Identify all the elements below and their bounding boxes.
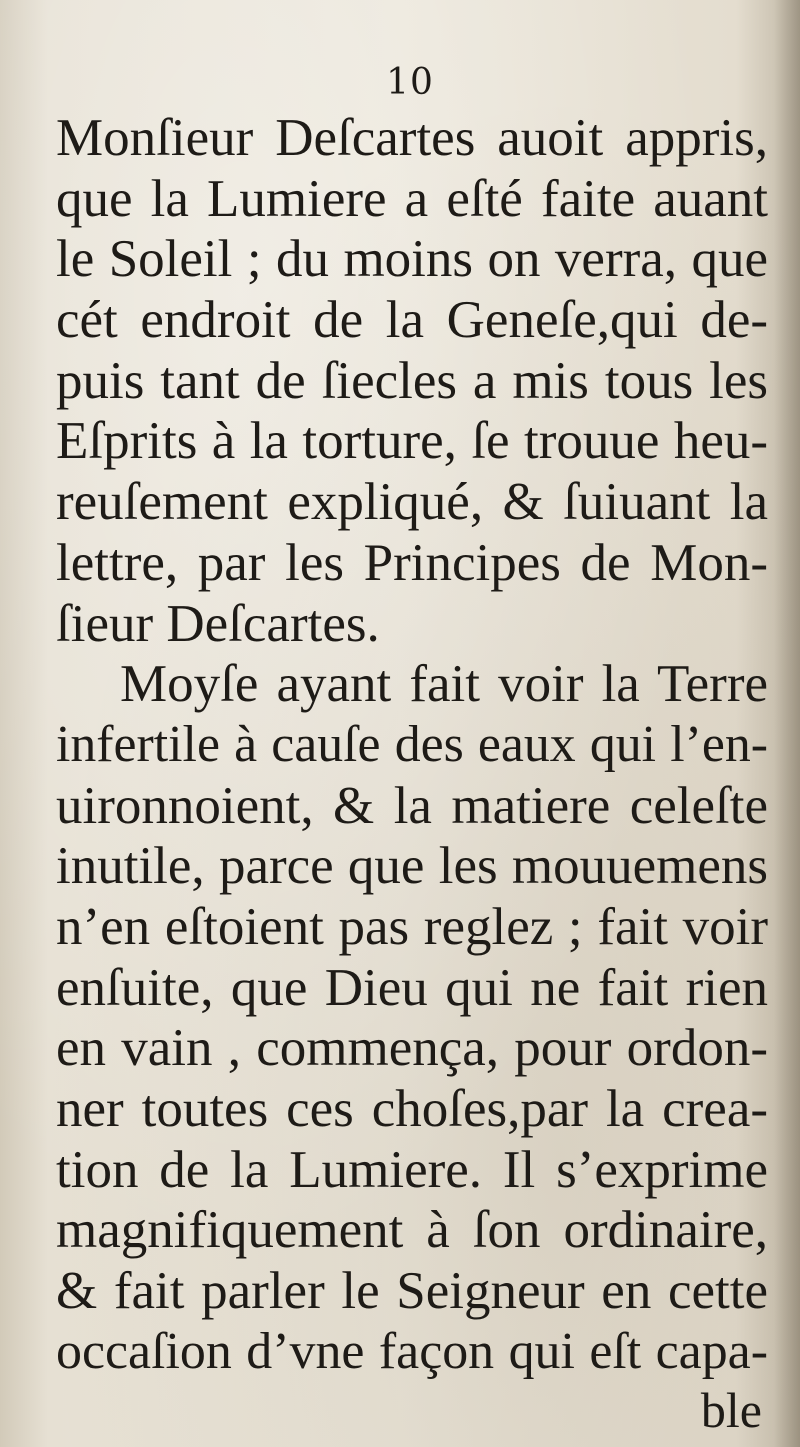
text-line: enſuite, que Dieu qui ne fait rien — [56, 958, 768, 1017]
text-line: uironnoient, & la matiere celeſte — [56, 776, 768, 835]
text-line: puis tant de ſiecles a mis tous les — [56, 351, 768, 410]
body-text — [56, 108, 768, 1382]
text-line: occaſion d’vne façon qui eſt capa- — [56, 1322, 768, 1380]
text-line: reuſement expliqué, & ſuiuant la — [56, 473, 768, 532]
page-number: 10 — [386, 62, 434, 103]
text-line: n’en eſtoient pas reglez ; fait voir — [56, 897, 768, 956]
text-line: le Soleil ; du moins on verra, que — [56, 230, 768, 289]
text-line: infertile à cauſe des eaux qui l’en- — [56, 715, 768, 773]
text-line: Eſprits à la torture, ſe trouue heu- — [56, 412, 768, 471]
text-line: en vain , commença, pour ordon- — [56, 1019, 768, 1078]
catchword: ble — [700, 1382, 762, 1438]
text-line: que la Lumiere a eſté faite auant — [56, 169, 768, 228]
text-line: ner toutes ces choſes,par la crea- — [56, 1080, 768, 1138]
text-line: cét endroit de la Geneſe,qui de- — [56, 291, 768, 350]
paragraph-end-line: ſieur Deſcartes. — [56, 594, 380, 653]
text-line: & fait parler le Seigneur en cette — [56, 1262, 768, 1321]
text-line: lettre, par les Principes de Mon- — [56, 533, 768, 592]
text-line: Monſieur Deſcartes auoit appris, — [56, 109, 768, 167]
text-line: inutile, parce que les mouuemens — [56, 837, 768, 896]
text-line: tion de la Lumiere. Il s’exprime — [56, 1140, 768, 1199]
page-edge-shadow — [774, 0, 800, 1447]
text-line: magnifiquement à ſon ordinaire, — [56, 1201, 768, 1260]
paragraph-start-line: Moyſe ayant fait voir la Terre — [120, 655, 768, 714]
